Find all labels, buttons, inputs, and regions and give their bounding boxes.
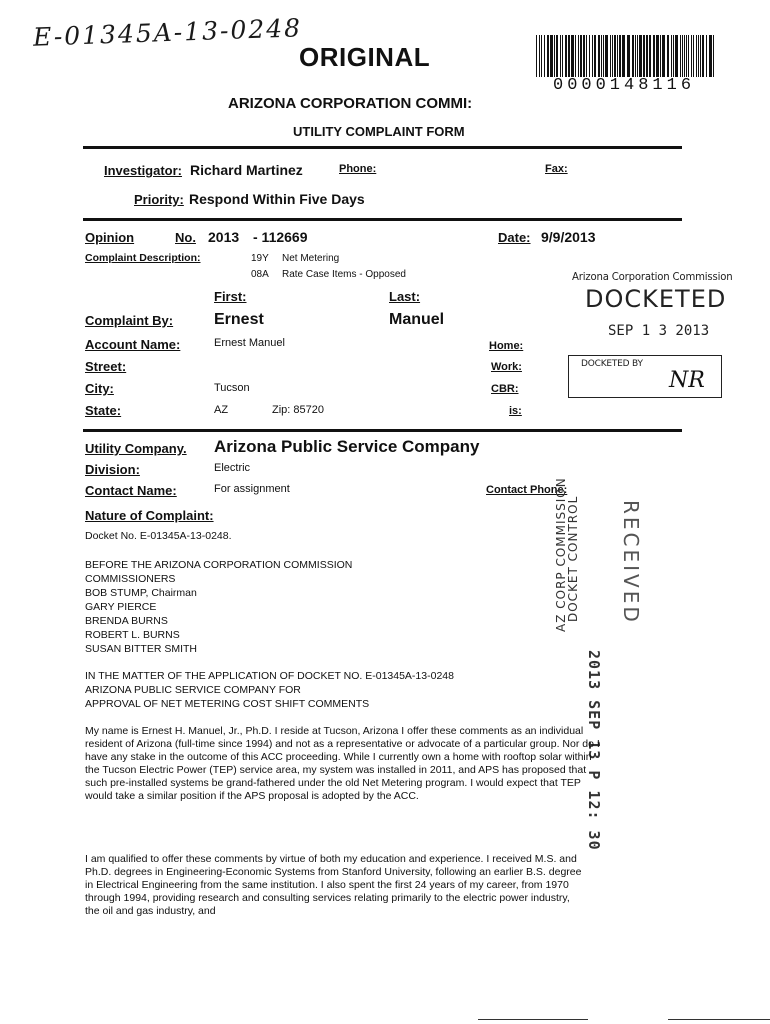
fax-label: Fax: xyxy=(545,163,568,175)
utility-company-label: Utility Company. xyxy=(85,441,187,456)
form-title: UTILITY COMPLAINT FORM xyxy=(293,124,465,139)
docketed-by-label: DOCKETED BY xyxy=(581,359,643,369)
date-value: 9/9/2013 xyxy=(541,229,596,245)
complaint-code-text: Net Metering xyxy=(282,253,340,264)
city-label: City: xyxy=(85,381,114,396)
complaint-code: 19Y xyxy=(251,253,269,264)
investigator-label: Investigator: xyxy=(104,163,183,178)
footer-rule xyxy=(668,1019,770,1020)
barcode xyxy=(536,35,716,77)
complaint-by-label: Complaint By: xyxy=(85,313,174,328)
street-label: Street: xyxy=(85,359,127,374)
cbr-label: CBR: xyxy=(491,383,519,395)
matter-line: APPROVAL OF NET METERING COST SHIFT COMMENTS xyxy=(85,698,370,710)
before-line: BEFORE THE ARIZONA CORPORATION COMMISSION xyxy=(85,559,353,571)
nature-of-complaint-label: Nature of Complaint: xyxy=(85,508,214,523)
first-name-label: First: xyxy=(214,289,247,304)
division-label: Division: xyxy=(85,462,140,477)
account-name-value: Ernest Manuel xyxy=(214,337,285,349)
city-value: Tucson xyxy=(214,382,250,394)
divider xyxy=(83,429,682,432)
complaint-code: 08A xyxy=(251,269,269,280)
matter-line: IN THE MATTER OF THE APPLICATION OF DOCKET NO. E-01345A-13-0248 xyxy=(85,670,454,682)
priority-label: Priority: xyxy=(134,192,184,207)
contact-name-value: For assignment xyxy=(214,483,290,495)
state-label: State: xyxy=(85,403,122,418)
before-line: ROBERT L. BURNS xyxy=(85,629,180,641)
matter-line: ARIZONA PUBLIC SERVICE COMPANY FOR xyxy=(85,684,301,696)
form-agency-title: ARIZONA CORPORATION COMMI: xyxy=(228,95,473,112)
division-value: Electric xyxy=(214,462,251,474)
divider xyxy=(83,218,682,221)
before-line: BOB STUMP, Chairman xyxy=(85,587,197,599)
docketed-stamp-title: DOCKETED xyxy=(585,285,727,313)
docketed-stamp-commission: Arizona Corporation Commission xyxy=(572,270,733,283)
last-name-value: Manuel xyxy=(389,311,445,328)
investigator-name: Richard Martinez xyxy=(190,162,303,178)
date-label: Date: xyxy=(498,230,531,245)
state-value: AZ xyxy=(214,404,229,416)
contact-name-label: Contact Name: xyxy=(85,483,177,498)
first-name-value: Ernest xyxy=(214,311,264,328)
docketed-stamp-date: SEP 1 3 2013 xyxy=(608,323,710,339)
before-block xyxy=(85,558,352,656)
original-label: ORIGINAL xyxy=(299,42,431,72)
before-line: GARY PIERCE xyxy=(85,601,157,613)
account-name-label: Account Name: xyxy=(85,337,181,352)
zip-value: Zip: 85720 xyxy=(272,404,324,416)
barcode-number: 0000148116 xyxy=(553,76,696,95)
docketed-by-initials: NR xyxy=(669,368,705,393)
handwritten-docket-number: E-01345A-13-0248 xyxy=(32,13,303,52)
matter-block xyxy=(85,669,454,711)
footer-rule xyxy=(478,1019,588,1020)
complaint-paragraph: My name is Ernest H. Manuel, Jr., Ph.D. I reside at Tucson, Arizona I offer these comments as an individual resident of Arizona (full-time since 1994) and not as a representative or advocate of a particular group. Nor do I have any stake in the outcome of this ACC proceeding. While I currently own a home with rooftop solar within the Tucson Electric Power (TEP) service area, my system was installed in 2011, and APS has proposed that such pre-installed systems be grand-fathered under the old Net Metering program. I would expect that TEP would take a similar position if the APS proposal is adopted by the ACC. xyxy=(85,725,600,802)
is-label: is: xyxy=(509,405,522,417)
complaint-description-label: Complaint Description: xyxy=(85,252,201,264)
opinion-number: - 112669 xyxy=(253,229,308,245)
received-stamp-title: RECEIVED xyxy=(619,500,643,625)
barcode-bars xyxy=(536,35,716,77)
before-line: BRENDA BURNS xyxy=(85,615,168,627)
before-line: COMMISSIONERS xyxy=(85,573,176,585)
opinion-no-label: No. xyxy=(175,230,196,245)
complaint-paragraph: I am qualified to offer these comments by virtue of both my education and experience. I received M.S. and Ph.D. degrees in Engineering-Economic Systems from Stanford University, following an earlier B.S. degree in Electrical Engineering from the same institution. I also spent the first 24 years of my career, from 1970 through 1994, providing research and consulting services relating primarily to the electric power industry, the oil and gas industry, and xyxy=(85,853,582,917)
contact-phone-label: Contact Phone: xyxy=(486,484,568,496)
phone-label: Phone: xyxy=(339,163,377,175)
before-line: SUSAN BITTER SMITH xyxy=(85,643,198,655)
work-phone-label: Work: xyxy=(491,361,522,373)
received-stamp-line: DOCKET CONTROL xyxy=(566,495,580,622)
received-stamp-date: 2013 SEP 13 P 12: 30 xyxy=(585,650,603,851)
priority-value: Respond Within Five Days xyxy=(189,191,365,207)
opinion-label: Opinion xyxy=(85,230,135,245)
opinion-year: 2013 xyxy=(208,229,240,245)
received-stamp-line: AZ CORP COMMISSION xyxy=(554,477,568,632)
complaint-code-text: Rate Case Items - Opposed xyxy=(282,269,406,280)
last-name-label: Last: xyxy=(389,289,421,304)
docketed-by-box xyxy=(568,355,722,398)
utility-company-value: Arizona Public Service Company xyxy=(214,437,480,456)
docket-line: Docket No. E-01345A-13-0248. xyxy=(85,530,232,542)
home-phone-label: Home: xyxy=(489,340,524,352)
divider xyxy=(83,146,682,149)
